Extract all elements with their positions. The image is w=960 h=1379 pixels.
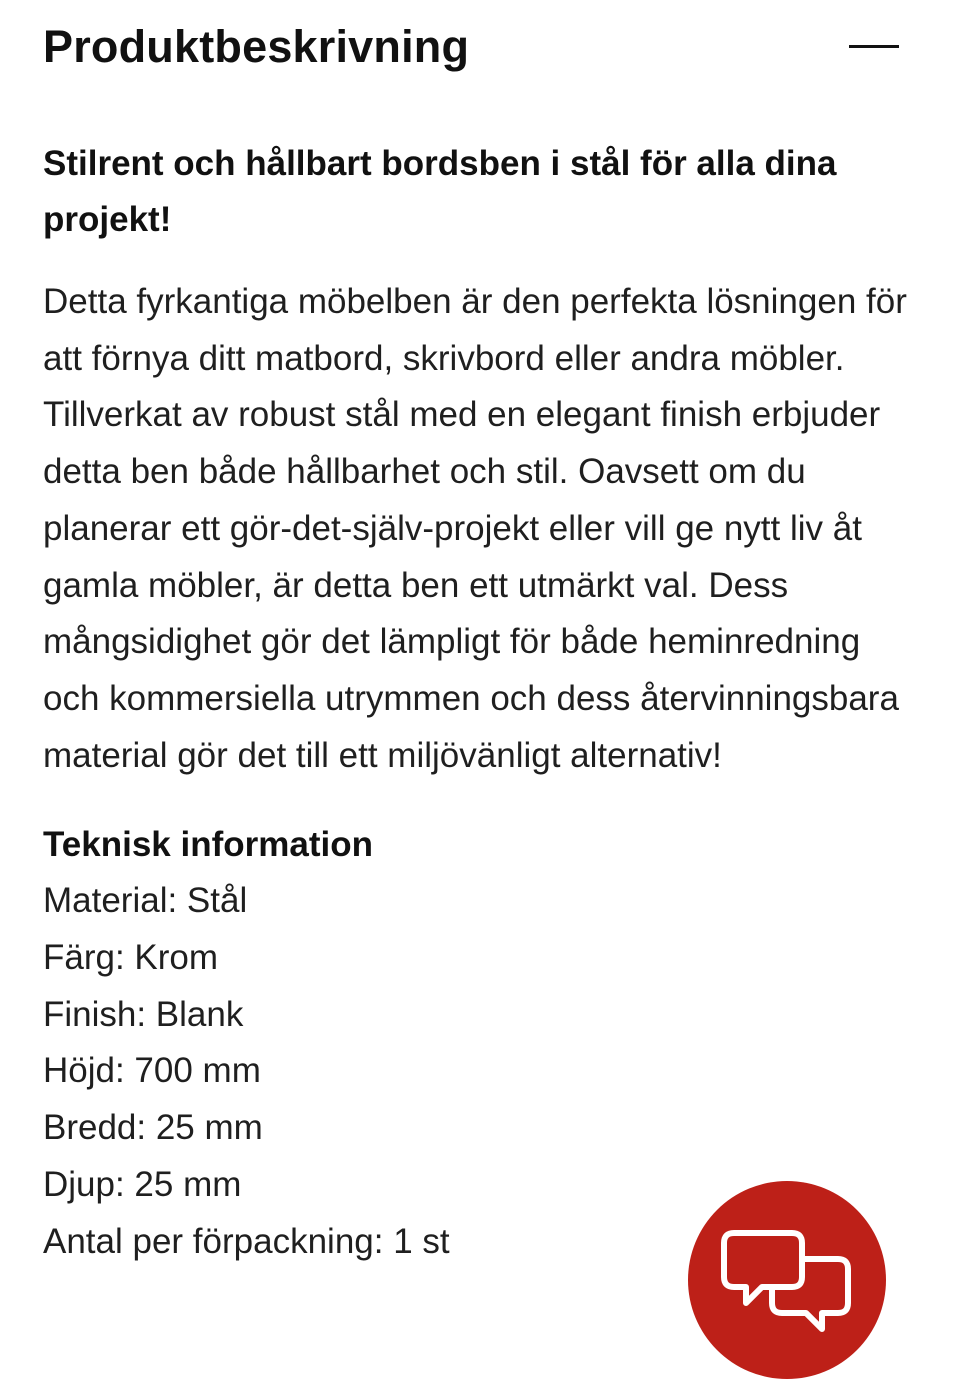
spec-item-quantity: Antal per förpackning: 1 st [43,1221,450,1261]
collapse-button[interactable] [849,32,899,62]
spec-item-finish: Finish: Blank [43,994,244,1034]
description-content [43,136,923,1270]
accordion-header[interactable] [43,18,913,78]
minus-icon [849,45,899,48]
technical-info-heading: Teknisk information [43,825,373,865]
chat-button[interactable] [688,1181,886,1379]
spec-item-height: Höjd: 700 mm [43,1051,261,1091]
spec-item-depth: Djup: 25 mm [43,1164,242,1204]
spec-item-color: Färg: Krom [43,938,219,978]
spec-item-width: Bredd: 25 mm [43,1108,263,1148]
spec-item-material: Material: Stål [43,881,248,921]
lead-text: Stilrent och hållbart bordsben i stål för alla dina projekt! [43,144,837,239]
description-text: Detta fyrkantiga möbelben är den perfekta lösningen för att förnya ditt matbord, skrivbord eller andra möbler. Tillverkat av robust stål med en elegant finish erbjuder detta ben både hållbarhet och stil. Oavsett om du planerar ett gör-det-själv-projekt eller vill ge nytt liv åt gamla möbler, är detta ben ett utmärkt val. Dess mångsidighet gör det lämpligt för både heminredning och kommersiella utrymmen och dess återvinningsbara material gör det till ett miljövänligt alternativ! [43,282,907,775]
chat-bubbles-icon [720,1229,854,1335]
section-title: Produktbeskrivning [43,21,470,72]
